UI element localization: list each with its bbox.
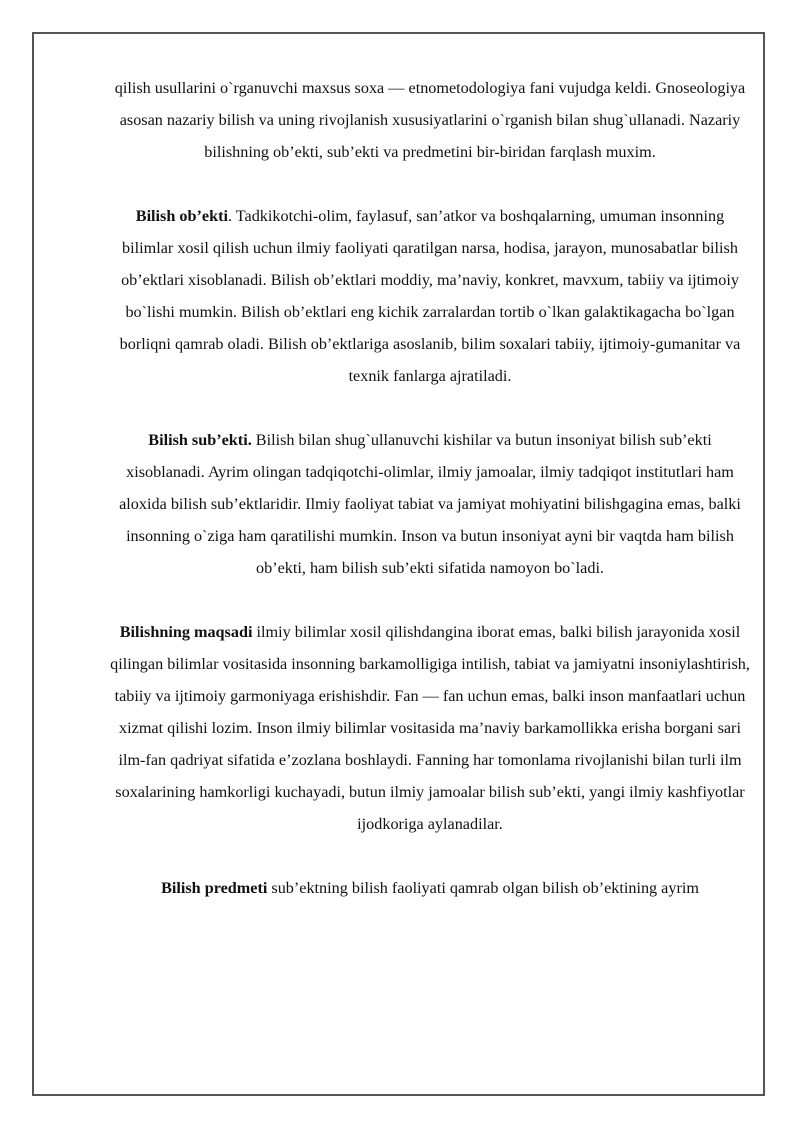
paragraph-heading: Bilish predmeti bbox=[161, 879, 268, 897]
paragraph-text: Bilish bilan shug`ullanuvchi kishilar va butun insoniyat bilish sub’ekti xisoblanadi. Ayrim olingan tadqiqotchi-olimlar, ilmiy jamoalar, ilmiy tadqiqot institutlari ham aloxida bilish sub’ektlaridir. Ilmiy faoliyat tabiat va jamiyat mohiyatini bilishgagina emas, balki insonning o`ziga ham qaratilishi mumkin. Inson va butun insoniyat ayni bir vaqtda ham bilish ob’ekti, ham bilish sub’ekti sifatida namoyon bo`ladi. bbox=[119, 431, 741, 577]
paragraph-bilishning-maqsadi bbox=[110, 616, 750, 840]
paragraph-bilish-obekti bbox=[110, 200, 750, 392]
paragraph-text: ilmiy bilimlar xosil qilishdangina iborat emas, balki bilish jarayonida xosil qilingan bilimlar vositasida insonning barkamolligiga intilish, tabiat va jamiyatni insoniylashtirish, tabiiy va ijtimoiy garmoniyaga erishishdir. Fan — fan uchun emas, balki inson manfaatlari uchun xizmat qilishi lozim. Inson ilmiy bilimlar vositasida ma’naviy barkamollikka erisha borgani sari ilm-fan qadriyat sifatida e’zozlana boshlaydi. Fanning har tomonlama rivojlanishi bilan turli ilm soxalarining hamkorligi kuchayadi, butun ilmiy jamoalar bilish sub’ekti, yangi ilmiy kashfiyotlar ijodkoriga aylanadilar. bbox=[110, 623, 750, 833]
document-body bbox=[110, 72, 750, 904]
paragraph-text: sub’ektning bilish faoliyati qamrab olgan bilish ob’ektining ayrim bbox=[267, 879, 699, 897]
paragraph-text: . Tadkikotchi-olim, faylasuf, san’atkor va boshqalarning, umuman insonning bilimlar xosil qilish uchun ilmiy faoliyati qaratilgan narsa, hodisa, jarayon, munosabatlar bilish ob’ektlari xisoblanadi. Bilish ob’ektlari moddiy, ma’naviy, konkret, mavxum, tabiiy va ijtimoiy bo`lishi mumkin. Bilish ob’ektlari eng kichik zarralardan tortib o`lkan galaktikagacha bo`lgan borliqni qamrab oladi. Bilish ob’ektlariga asoslanib, bilim soxalari tabiiy, ijtimoiy-gumanitar va texnik fanlarga ajratiladi. bbox=[119, 207, 741, 385]
paragraph-heading: Bilish sub’ekti. bbox=[148, 431, 252, 449]
paragraph-heading: Bilish ob’ekti bbox=[135, 207, 228, 225]
paragraph-heading: Bilishning maqsadi bbox=[119, 623, 253, 641]
paragraph-bilish-subekti bbox=[110, 424, 750, 584]
paragraph-intro bbox=[110, 72, 750, 168]
paragraph-bilish-predmeti bbox=[110, 872, 750, 904]
paragraph-text: qilish usullarini o`rganuvchi maxsus soxa — etnometodologiya fani vujudga keldi. Gnoseologiya asosan nazariy bilish va uning rivojlanish xususiyatlarini o`rganish bilan shug`ullanadi. Nazariy bilishning ob’ekti, sub’ekti va predmetini bir-biridan farqlash muxim. bbox=[114, 79, 746, 161]
